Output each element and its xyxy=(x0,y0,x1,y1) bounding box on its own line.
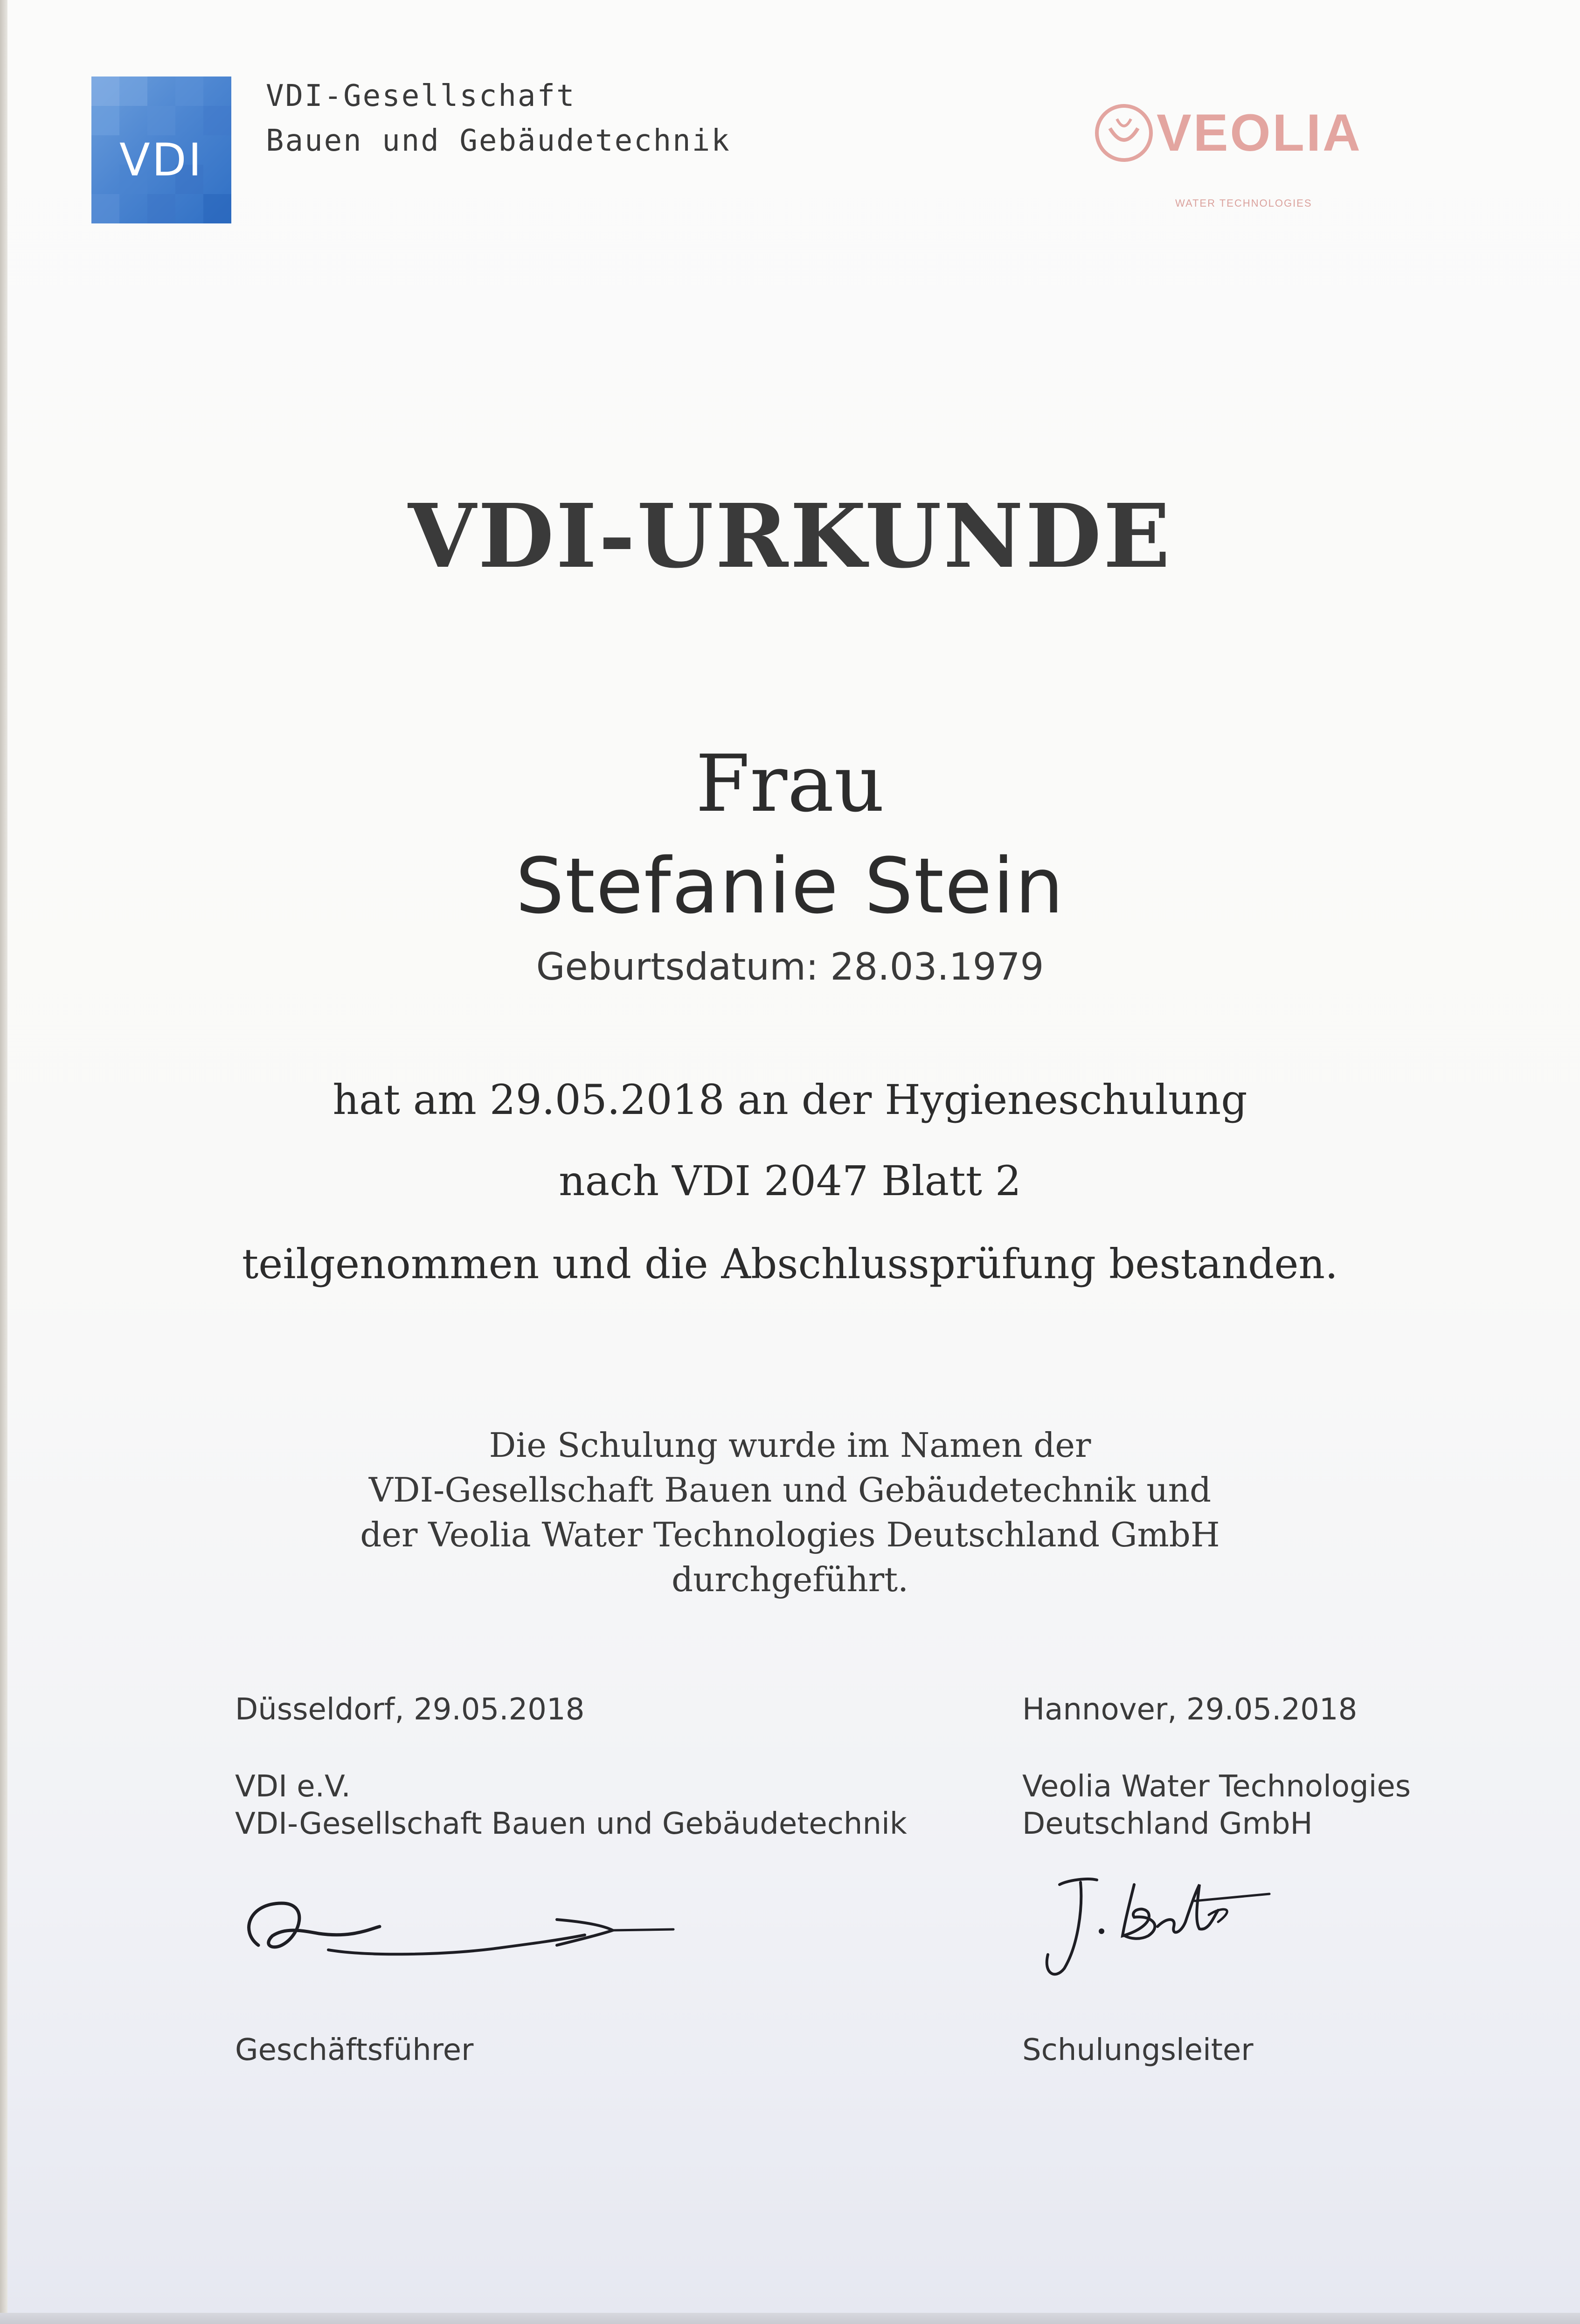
place-date: Hannover, 29.05.2018 xyxy=(1022,1692,1358,1727)
vdi-logo xyxy=(91,77,231,223)
certificate-title: VDI-URKUNDE xyxy=(408,485,1172,588)
statement-line: teilgenommen und die Abschlussprüfung bestanden. xyxy=(242,1240,1338,1288)
veolia-emblem-icon xyxy=(1091,100,1166,170)
signature-right xyxy=(1018,1866,1279,1987)
organization-line: Deutschland GmbH xyxy=(1022,1807,1313,1841)
veolia-logo-text: VEOLIA xyxy=(1157,104,1362,162)
society-name-line-1: VDI-Gesellschaft xyxy=(266,79,576,113)
birthdate: Geburtsdatum: 28.03.1979 xyxy=(536,945,1044,988)
society-name-line-2: Bauen und Gebäudetechnik xyxy=(266,124,731,158)
statement-line: hat am 29.05.2018 an der Hygieneschulung xyxy=(333,1076,1247,1124)
place-date: Düsseldorf, 29.05.2018 xyxy=(235,1692,585,1727)
organization-line: VDI-Gesellschaft Bauen und Gebäudetechnik xyxy=(235,1807,907,1841)
note-line: Die Schulung wurde im Namen der xyxy=(489,1426,1091,1465)
paper-edge-bottom xyxy=(0,2313,1580,2324)
veolia-logo-subtext: WATER TECHNOLOGIES xyxy=(1175,197,1312,209)
note-line: VDI-Gesellschaft Bauen und Gebäudetechnik und xyxy=(368,1470,1212,1510)
vdi-logo-text: VDI xyxy=(119,134,203,186)
note-line: der Veolia Water Technologies Deutschland GmbH xyxy=(360,1515,1220,1554)
society-name xyxy=(266,74,731,163)
signatory-role: Schulungsleiter xyxy=(1022,2033,1254,2067)
organization-line: VDI e.V. xyxy=(235,1769,351,1804)
note-line: durchgeführt. xyxy=(672,1560,908,1599)
statement-line: nach VDI 2047 Blatt 2 xyxy=(559,1157,1021,1205)
recipient-name: Stefanie Stein xyxy=(515,842,1065,931)
organization-line: Veolia Water Technologies xyxy=(1022,1769,1411,1804)
veolia-logo xyxy=(1082,100,1408,226)
signature-left xyxy=(230,1875,678,1983)
salutation: Frau xyxy=(695,738,885,829)
signatory-role: Geschäftsführer xyxy=(235,2033,474,2067)
